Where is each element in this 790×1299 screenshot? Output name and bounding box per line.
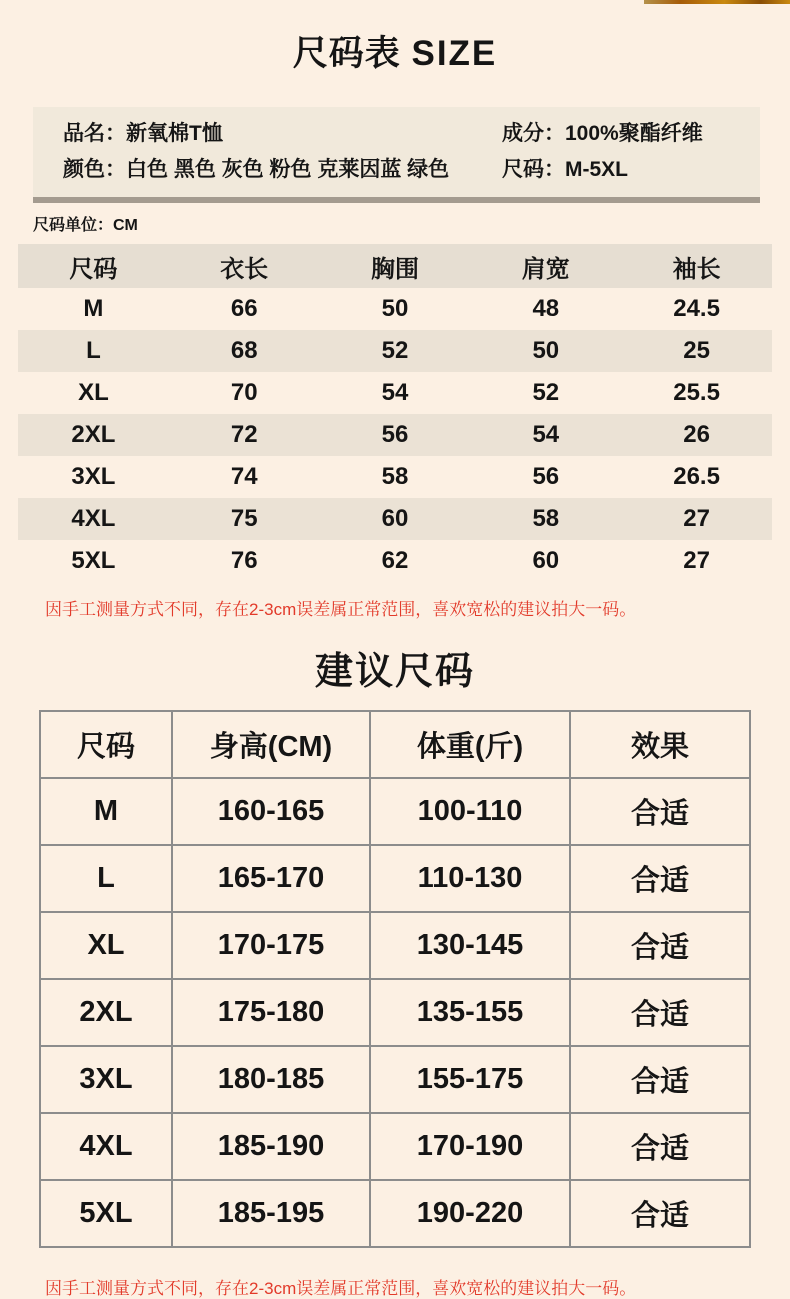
- product-color-row: [63, 152, 502, 188]
- value-cell: 合适: [570, 778, 750, 845]
- column-header-shoulder: 肩宽: [470, 244, 621, 288]
- value-cell: 58: [381, 463, 409, 490]
- value-cell: 合适: [570, 979, 750, 1046]
- size-label-cell: 2XL: [40, 979, 172, 1046]
- table-row: [18, 540, 772, 582]
- product-material-row: [502, 116, 760, 152]
- value-cell: 合适: [570, 1180, 750, 1247]
- table-row: [18, 498, 772, 540]
- product-name-label: 品名：: [63, 122, 126, 145]
- product-size-range-value: M-5XL: [565, 158, 628, 181]
- value-cell: 110-130: [370, 845, 570, 912]
- size-table-header: [18, 244, 772, 288]
- value-cell: 60: [381, 505, 409, 532]
- bottom-measurement-note: 因手工测量方式不同，存在2-3cm误差属正常范围，喜欢宽松的建议拍大一码。: [45, 1279, 637, 1298]
- value-cell: 合适: [570, 1046, 750, 1113]
- value-cell: 24.5: [673, 295, 720, 322]
- column-header-length: 衣长: [169, 244, 320, 288]
- product-material-label: 成分：: [502, 122, 565, 145]
- top-edge-decoration-strip: [644, 0, 790, 4]
- value-cell: 25: [683, 337, 710, 364]
- table-row: [18, 372, 772, 414]
- size-label-cell: 3XL: [71, 463, 116, 490]
- table-row: [40, 979, 750, 1046]
- value-cell: 62: [381, 547, 409, 574]
- value-cell: 合适: [570, 912, 750, 979]
- value-cell: 54: [381, 379, 409, 406]
- value-cell: 74: [230, 463, 258, 490]
- value-cell: 52: [381, 337, 409, 364]
- table-row: [18, 414, 772, 456]
- value-cell: 165-170: [172, 845, 370, 912]
- value-cell: 185-195: [172, 1180, 370, 1247]
- value-cell: 25.5: [673, 379, 720, 406]
- value-cell: 76: [230, 547, 258, 574]
- column-header-chest: 胸围: [320, 244, 471, 288]
- value-cell: 175-180: [172, 979, 370, 1046]
- column-header-fit: 效果: [570, 711, 750, 778]
- size-label-cell: 5XL: [40, 1180, 172, 1247]
- column-header-weight: 体重(斤): [370, 711, 570, 778]
- table-row: [18, 330, 772, 372]
- value-cell: 135-155: [370, 979, 570, 1046]
- product-size-range-row: [502, 152, 760, 188]
- size-label-cell: M: [83, 295, 104, 322]
- table-row: [40, 1046, 750, 1113]
- product-material-value: 100%聚酯纤维: [565, 122, 703, 145]
- column-header-size: 尺码: [18, 244, 169, 288]
- page-title-en: SIZE: [411, 34, 498, 73]
- value-cell: 130-145: [370, 912, 570, 979]
- column-header-height: 身高(CM): [172, 711, 370, 778]
- size-label-cell: 4XL: [71, 505, 116, 532]
- size-label-cell: XL: [40, 912, 172, 979]
- table-row: [18, 456, 772, 498]
- table-row: [40, 912, 750, 979]
- value-cell: 180-185: [172, 1046, 370, 1113]
- header-row: [40, 711, 750, 778]
- product-name-row: [63, 116, 502, 152]
- suggest-table-header: [40, 711, 750, 778]
- size-label-cell: 3XL: [40, 1046, 172, 1113]
- page-title-cn: 尺码表: [292, 34, 401, 73]
- table-row: [40, 778, 750, 845]
- size-label-cell: L: [86, 337, 101, 364]
- product-info-box: [33, 107, 760, 197]
- size-label-cell: 4XL: [40, 1113, 172, 1180]
- product-size-range-label: 尺码：: [502, 158, 565, 181]
- size-label-cell: M: [40, 778, 172, 845]
- size-measurement-table: [18, 244, 772, 582]
- size-label-cell: 5XL: [71, 547, 116, 574]
- value-cell: 52: [532, 379, 560, 406]
- size-label-cell: 2XL: [71, 421, 116, 448]
- table-row: [18, 288, 772, 330]
- suggest-size-title: 建议尺码: [314, 651, 475, 693]
- value-cell: 75: [230, 505, 258, 532]
- product-name-value: 新氧棉T恤: [126, 122, 223, 145]
- header-row: [18, 244, 772, 288]
- page-title: [0, 0, 790, 76]
- value-cell: 合适: [570, 845, 750, 912]
- table-row: [40, 1113, 750, 1180]
- table-row: [40, 845, 750, 912]
- measurement-note: 因手工测量方式不同，存在2-3cm误差属正常范围，喜欢宽松的建议拍大一码。: [45, 600, 637, 619]
- value-cell: 72: [230, 421, 258, 448]
- value-cell: 100-110: [370, 778, 570, 845]
- section-divider: [33, 197, 760, 203]
- suggested-size-table: [39, 710, 751, 1248]
- value-cell: 190-220: [370, 1180, 570, 1247]
- product-color-label: 颜色：: [63, 158, 126, 181]
- value-cell: 68: [230, 337, 258, 364]
- value-cell: 26.5: [673, 463, 720, 490]
- size-label-cell: XL: [78, 379, 109, 406]
- product-color-value: 白色 黑色 灰色 粉色 克莱因蓝 绿色: [126, 158, 450, 181]
- value-cell: 54: [532, 421, 560, 448]
- value-cell: 58: [532, 505, 560, 532]
- value-cell: 170-175: [172, 912, 370, 979]
- value-cell: 185-190: [172, 1113, 370, 1180]
- suggest-table-body: [40, 778, 750, 1247]
- value-cell: 48: [532, 295, 560, 322]
- product-info-left: [63, 116, 502, 188]
- value-cell: 60: [532, 547, 560, 574]
- size-table-body: [18, 288, 772, 582]
- value-cell: 160-165: [172, 778, 370, 845]
- value-cell: 26: [683, 421, 710, 448]
- value-cell: 50: [532, 337, 560, 364]
- value-cell: 56: [381, 421, 409, 448]
- value-cell: 56: [532, 463, 560, 490]
- column-header-size: 尺码: [40, 711, 172, 778]
- value-cell: 50: [381, 295, 409, 322]
- column-header-sleeve: 袖长: [621, 244, 772, 288]
- unit-note: 尺码单位：CM: [33, 217, 138, 234]
- value-cell: 66: [230, 295, 258, 322]
- table-row: [40, 1180, 750, 1247]
- value-cell: 27: [683, 505, 710, 532]
- product-info-right: [502, 116, 760, 188]
- size-label-cell: L: [40, 845, 172, 912]
- value-cell: 170-190: [370, 1113, 570, 1180]
- value-cell: 155-175: [370, 1046, 570, 1113]
- value-cell: 27: [683, 547, 710, 574]
- value-cell: 70: [230, 379, 258, 406]
- value-cell: 合适: [570, 1113, 750, 1180]
